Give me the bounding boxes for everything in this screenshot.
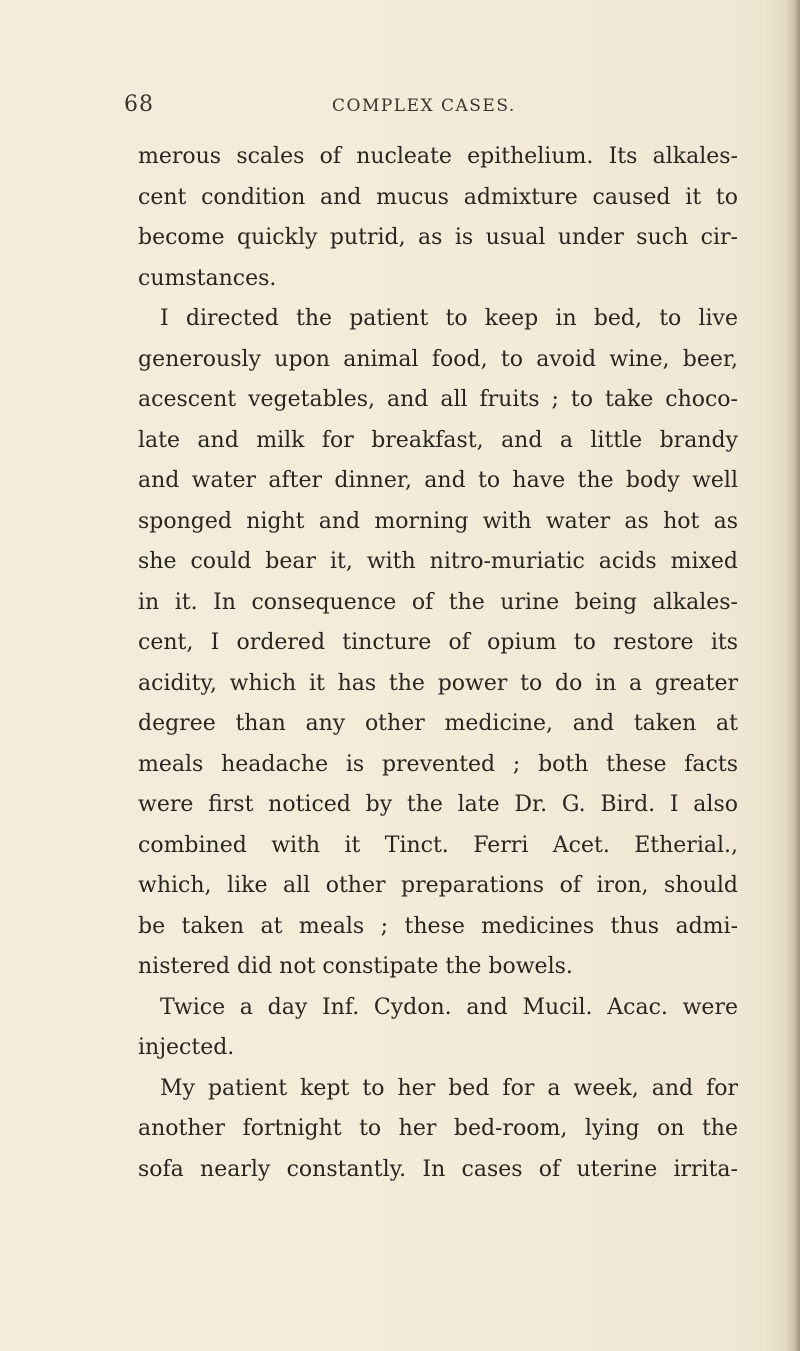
text-line: late and milk for breakfast, and a little brandy [138,427,738,453]
text-line: in it. In consequence of the urine being alkales- [138,589,738,615]
page-number: 68 [124,92,154,117]
text-line: nistered did not constipate the bowels. [138,954,573,979]
running-head: COMPLEX CASES. [332,96,516,116]
text-line: sponged night and morning with water as hot as [138,508,738,534]
text-line: injected. [138,1035,235,1060]
text-line: cumstances. [138,265,277,291]
text-line: My patient kept to her bed for a week, and for [160,1075,738,1101]
text-line: meals headache is prevented ; both these facts [138,751,738,777]
text-line: merous scales of nucleate epithelium. Its alkales- [138,144,738,169]
text-line: cent, I ordered tincture of opium to restore its [138,630,738,655]
text-line: degree than any other medicine, and taken at [138,711,738,736]
text-line: generously upon animal food, to avoid wine, beer, [138,346,738,372]
text-line: and water after dinner, and to have the body well [138,468,738,493]
text-line: which, like all other preparations of iron, should [138,873,738,898]
page-edge-shadow [786,0,800,1351]
page-header [0,92,800,132]
text-line: Twice a day Inf. Cydon. and Mucil. Acac. were [160,994,738,1020]
text-line: sofa nearly constantly. In cases of uterine irrita- [138,1156,738,1182]
text-line: another fortnight to her bed-room, lying on the [138,1116,738,1141]
text-line: be taken at meals ; these medicines thus admi- [138,913,738,939]
body-text [138,137,738,1190]
text-line: acescent vegetables, and all fruits ; to take choco- [138,387,738,412]
text-line: were first noticed by the late Dr. G. Bird. I also [138,792,738,817]
text-line: combined with it Tinct. Ferri Acet. Etherial., [138,832,738,858]
text-line: I directed the patient to keep in bed, to live [160,306,738,331]
text-line: she could bear it, with nitro-muriatic acids mixed [138,549,738,574]
text-line: become quickly putrid, as is usual under such cir- [138,225,738,250]
text-line: acidity, which it has the power to do in a greater [138,670,738,696]
text-line: cent condition and mucus admixture caused it to [138,184,738,210]
